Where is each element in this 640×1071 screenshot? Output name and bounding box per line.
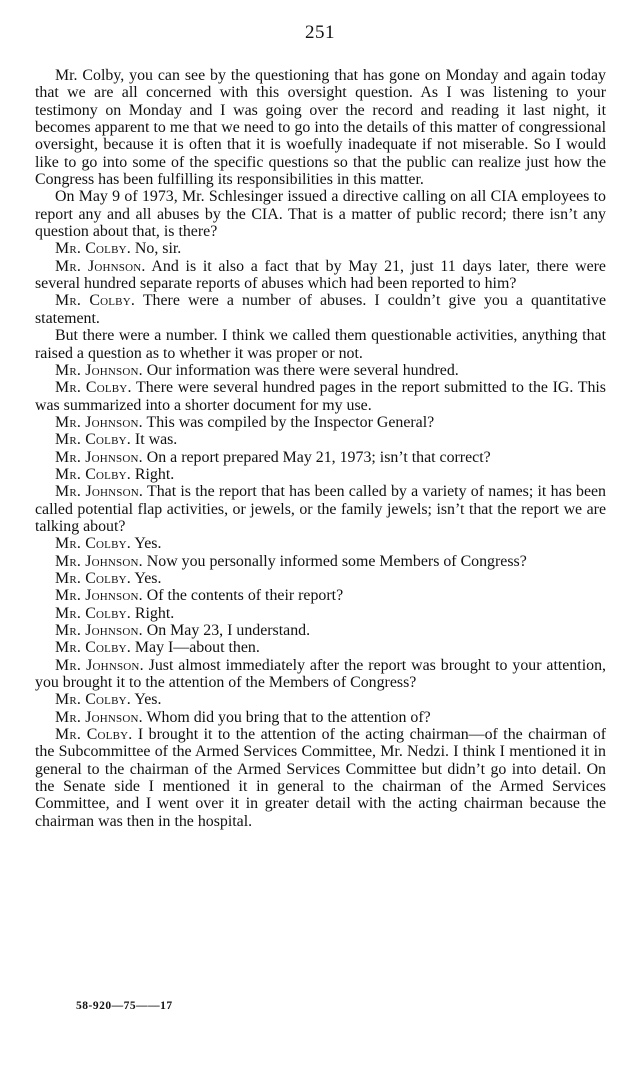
paragraph-text: But there were a number. I think we called them questionable activities, anything that raised a question as to whether it was proper or not.	[35, 327, 606, 362]
transcript-paragraph	[35, 605, 606, 622]
speaker-label: Mr. Colby.	[55, 379, 132, 397]
transcript-paragraph	[35, 292, 606, 327]
paragraph-text: Just almost immediately after the report was brought to your attention, you brought it to the attention of the Members of Congress?	[35, 656, 606, 692]
speaker-label: Mr. Johnson.	[55, 587, 143, 605]
paragraph-text: No, sir.	[130, 240, 182, 258]
transcript-paragraph	[35, 466, 606, 483]
transcript-paragraph	[35, 657, 606, 692]
speaker-label: Mr. Colby.	[55, 240, 131, 258]
speaker-label: Mr. Colby.	[55, 535, 131, 553]
paragraph-text: Yes.	[130, 691, 162, 709]
paragraph-text: This was compiled by the Inspector General?	[142, 413, 435, 431]
transcript-paragraph	[35, 570, 606, 587]
speaker-label: Mr. Johnson.	[55, 483, 144, 501]
speaker-label: Mr. Colby.	[55, 604, 131, 622]
transcript-paragraph	[35, 449, 606, 466]
transcript-paragraph	[35, 67, 606, 188]
transcript-paragraph	[35, 587, 606, 604]
transcript-paragraph	[35, 639, 606, 656]
paragraph-text: That is the report that has been called by a variety of names; it has been called potential flap activities, or jewels, or the family jewels; isn’t that the report we are talking about?	[35, 483, 606, 535]
speaker-label: Mr. Johnson.	[55, 622, 143, 639]
speaker-label: Mr. Colby.	[55, 292, 136, 310]
speaker-label: Mr. Colby.	[55, 465, 131, 483]
paragraph-text: Now you personally informed some Members of Congress?	[142, 552, 527, 570]
paragraph-text: Whom did you bring that to the attention of?	[142, 708, 431, 726]
paragraph-text: Our information was there were several hundred.	[142, 361, 459, 379]
transcript-paragraph	[35, 414, 606, 431]
speaker-label: Mr. Johnson.	[55, 552, 143, 570]
transcript-paragraph	[35, 622, 606, 639]
transcript-paragraph	[35, 709, 606, 726]
transcript-paragraph	[35, 240, 606, 257]
paragraph-text: On May 23, I understand.	[142, 622, 311, 639]
transcript-paragraph	[35, 327, 606, 362]
hearing-transcript	[35, 67, 606, 830]
paragraph-text: Mr. Colby, you can see by the questioning that has gone on Monday and again today that we are all concerned with this oversight question. As I was listening to your testimony on Monday and I was going over the record and reading it last night, it becomes apparent to me that we need to go into the details of this matter of congressional oversight, because it is often that it is woefully inadequate if not miserable. So I would like to go into some of the specific questions so that the public can realize just how the Congress has been fulfilling its responsibilities in this matter.	[35, 67, 606, 189]
page-number: 251	[305, 22, 335, 43]
speaker-label: Mr. Colby.	[55, 431, 131, 449]
paragraph-text: On a report prepared May 21, 1973; isn’t that correct?	[142, 448, 491, 466]
footer-print-code: 58-920—75——17	[76, 1000, 173, 1012]
paragraph-text: Of the contents of their report?	[142, 587, 344, 605]
paragraph-text: There were a number of abuses. I couldn’t give you a quantitative statement.	[35, 292, 607, 327]
transcript-paragraph	[35, 188, 606, 240]
speaker-label: Mr. Colby.	[55, 569, 131, 587]
speaker-label: Mr. Johnson.	[55, 448, 143, 466]
speaker-label: Mr. Johnson.	[55, 257, 146, 275]
speaker-label: Mr. Colby.	[55, 691, 131, 709]
transcript-paragraph	[35, 691, 606, 708]
transcript-paragraph	[35, 431, 606, 448]
transcript-paragraph	[35, 362, 606, 379]
speaker-label: Mr. Johnson.	[55, 708, 143, 726]
speaker-label: Mr. Johnson.	[55, 413, 143, 431]
paragraph-text: Yes.	[130, 569, 162, 587]
paragraph-text: On May 9 of 1973, Mr. Schlesinger issued a directive calling on all CIA employees to report any and all abuses by the CIA. That is a matter of public record; there isn’t any question about that, is there?	[35, 188, 606, 241]
paragraph-text: And is it also a fact that by May 21, just 11 days later, there were several hundred separate reports of abuses which had been reported to him?	[35, 257, 606, 293]
transcript-paragraph	[35, 258, 606, 293]
speaker-label: Mr. Colby.	[55, 726, 133, 744]
transcript-paragraph	[35, 535, 606, 552]
paragraph-text: Right.	[130, 465, 175, 483]
paragraph-text: Right.	[130, 604, 175, 622]
transcript-paragraph	[35, 483, 606, 535]
paragraph-text: Yes.	[130, 535, 162, 553]
paragraph-text: There were several hundred pages in the report submitted to the IG. This was summarized into a shorter document for my use.	[35, 379, 606, 414]
paragraph-text: May I—about then.	[130, 639, 260, 657]
transcript-paragraph	[35, 379, 606, 414]
speaker-label: Mr. Johnson.	[55, 656, 144, 674]
speaker-label: Mr. Colby.	[55, 639, 131, 657]
paragraph-text: I brought it to the attention of the acting chairman—of the chairman of the Subcommittee of the Armed Services Committee, Mr. Nedzi. I think I mentioned it in general to the chairman of the Armed Services Committee but didn’t go into detail. On the Senate side I mentioned it in general to the chairman of the Armed Services Committee, and I went over it in greater detail with the acting chairman because the chairman was then in the hospital.	[35, 726, 606, 830]
transcript-paragraph	[35, 553, 606, 570]
paragraph-text: It was.	[130, 431, 178, 449]
speaker-label: Mr. Johnson.	[55, 361, 143, 379]
transcript-paragraph	[35, 726, 606, 830]
